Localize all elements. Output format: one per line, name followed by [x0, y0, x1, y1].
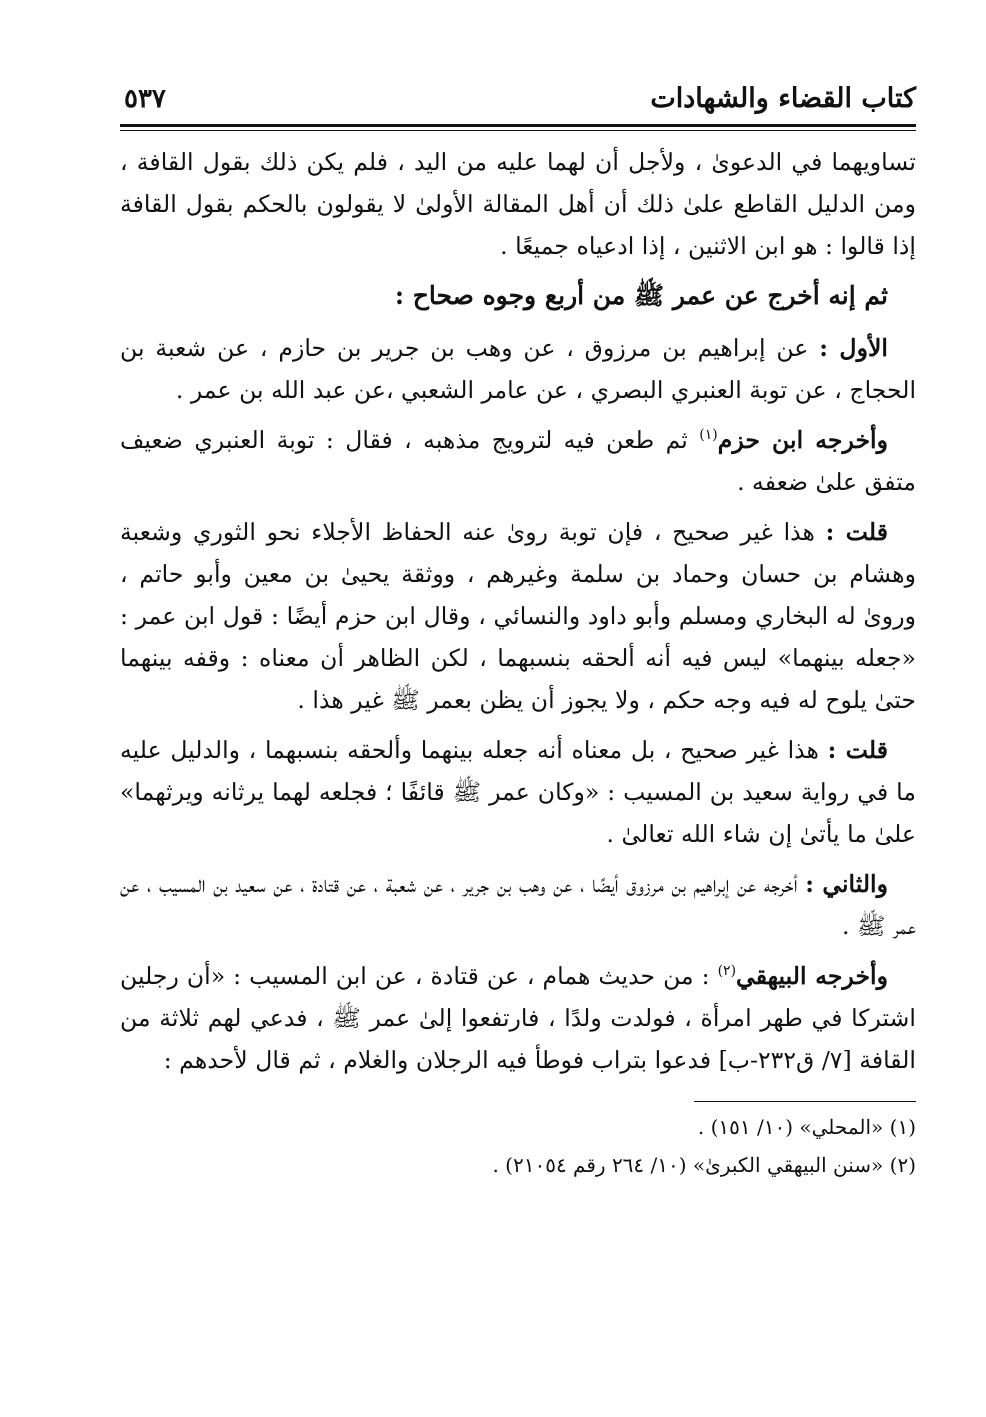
paragraph-text: : من حديث همام ، عن قتادة ، عن ابن المسيب : «أن رجلين اشتركا في طهر امرأة ، فولدت ولدًا ، فارتفعوا إلىٰ عمر ﷺ ، فدعي لهم ثلاثة من القافة [٧/ ق٢٣٢-ب] فدعوا بتراب فوطأ فيه الرجلان والغلام ، ثم قال لأحدهم :: [120, 962, 916, 1074]
paragraph-lead: الأول :: [819, 334, 888, 362]
paragraph-text: أخرجه عن إبراهيم بن مرزوق أيضًا ، عن وهب بن جرير ، عن شعبة ، عن قتادة ، عن سعيد بن المسيب ، عن عمر ﷺ .: [120, 870, 916, 940]
paragraph-second-way: [120, 863, 916, 947]
header-rule-thick: [120, 124, 916, 127]
paragraph-lead: قلت :: [825, 518, 888, 546]
footnote-ref-1[interactable]: (١): [699, 427, 718, 444]
chapter-title: كتاب القضاء والشهادات: [650, 83, 916, 114]
paragraph-first-way: [120, 327, 916, 411]
footnote-ref-2[interactable]: (٢): [717, 963, 737, 980]
footnotes: [120, 1108, 916, 1184]
paragraph-bayhaqi: [120, 955, 916, 1081]
page-number: ٥٣٧: [124, 84, 166, 114]
book-page: [120, 72, 916, 1184]
footnote-1: (١) «المحلي» (١٠/ ١٥١) .: [697, 1115, 916, 1139]
section-heading: [120, 275, 916, 317]
main-text: [120, 141, 916, 1081]
paragraph-text: تساويهما في الدعوىٰ ، ولأجل أن لهما عليه من اليد ، فلم يكن ذلك بقول القافة ، ومن الدليل القاطع علىٰ ذلك أن أهل المقالة الأولىٰ لا يقولون بالحكم بقول القافة إذا قالوا : هو ابن الاثنين ، إذا ادعياه جميعًا .: [120, 148, 916, 260]
paragraph-1: [120, 141, 916, 267]
paragraph-lead: وأخرجه ابن حزم: [717, 426, 889, 454]
heading-text: ثم إنه أخرج عن عمر ﷺ من أربع وجوه صحاح :: [394, 281, 888, 310]
footnote-2: (٢) «سنن البيهقي الكبرىٰ» (١٠/ ٢٦٤ رقم ٢١٠٥٤) .: [492, 1153, 916, 1177]
running-header: [120, 72, 916, 118]
header-rule-thin: [120, 130, 916, 131]
paragraph-lead: والثاني :: [805, 870, 888, 898]
paragraph-text: عن إبراهيم بن مرزوق ، عن وهب بن جرير بن حازم ، عن شعبة بن الحجاج ، عن توبة العنبري البصري ، عن عامر الشعبي ،عن عبد الله بن عمر .: [120, 334, 916, 404]
paragraph-lead: وأخرجه البيهقي: [736, 962, 888, 990]
paragraph-qultu-2: [120, 729, 916, 855]
paragraph-qultu-1: [120, 511, 916, 721]
paragraph-ibn-hazm: [120, 419, 916, 503]
paragraph-text: هذا غير صحيح ، بل معناه أنه جعله بينهما وألحقه بنسبهما ، والدليل عليه ما في رواية سعيد بن المسيب : «وكان عمر ﷺ قائفًا ؛ فجلعه لهما يرثانه ويرثهما» علىٰ ما يأتىٰ إن شاء الله تعالىٰ .: [120, 736, 916, 848]
paragraph-lead: قلت :: [827, 736, 888, 764]
paragraph-text: هذا غير صحيح ، فإن توبة روىٰ عنه الحفاظ الأجلاء نحو الثوري وشعبة وهشام بن حسان وحماد بن سلمة وغيرهم ، ووثقة يحيىٰ بن معين وأبو حاتم ، وروىٰ له البخاري ومسلم وأبو داود والنسائي ، وقال ابن حزم أيضًا : قول ابن عمر : «جعله بينهما» ليس فيه أنه ألحقه بنسبهما ، لكن الظاهر أن معناه : وقفه بينهما حتىٰ يلوح له فيه وجه حكم ، ولا يجوز أن يظن بعمر ﷺ غير هذا .: [120, 518, 916, 714]
footnote-separator: [694, 1101, 916, 1102]
paragraph-text: ثم طعن فيه لترويج مذهبه ، فقال : توبة العنبري ضعيف متفق علىٰ ضعفه .: [120, 426, 916, 496]
